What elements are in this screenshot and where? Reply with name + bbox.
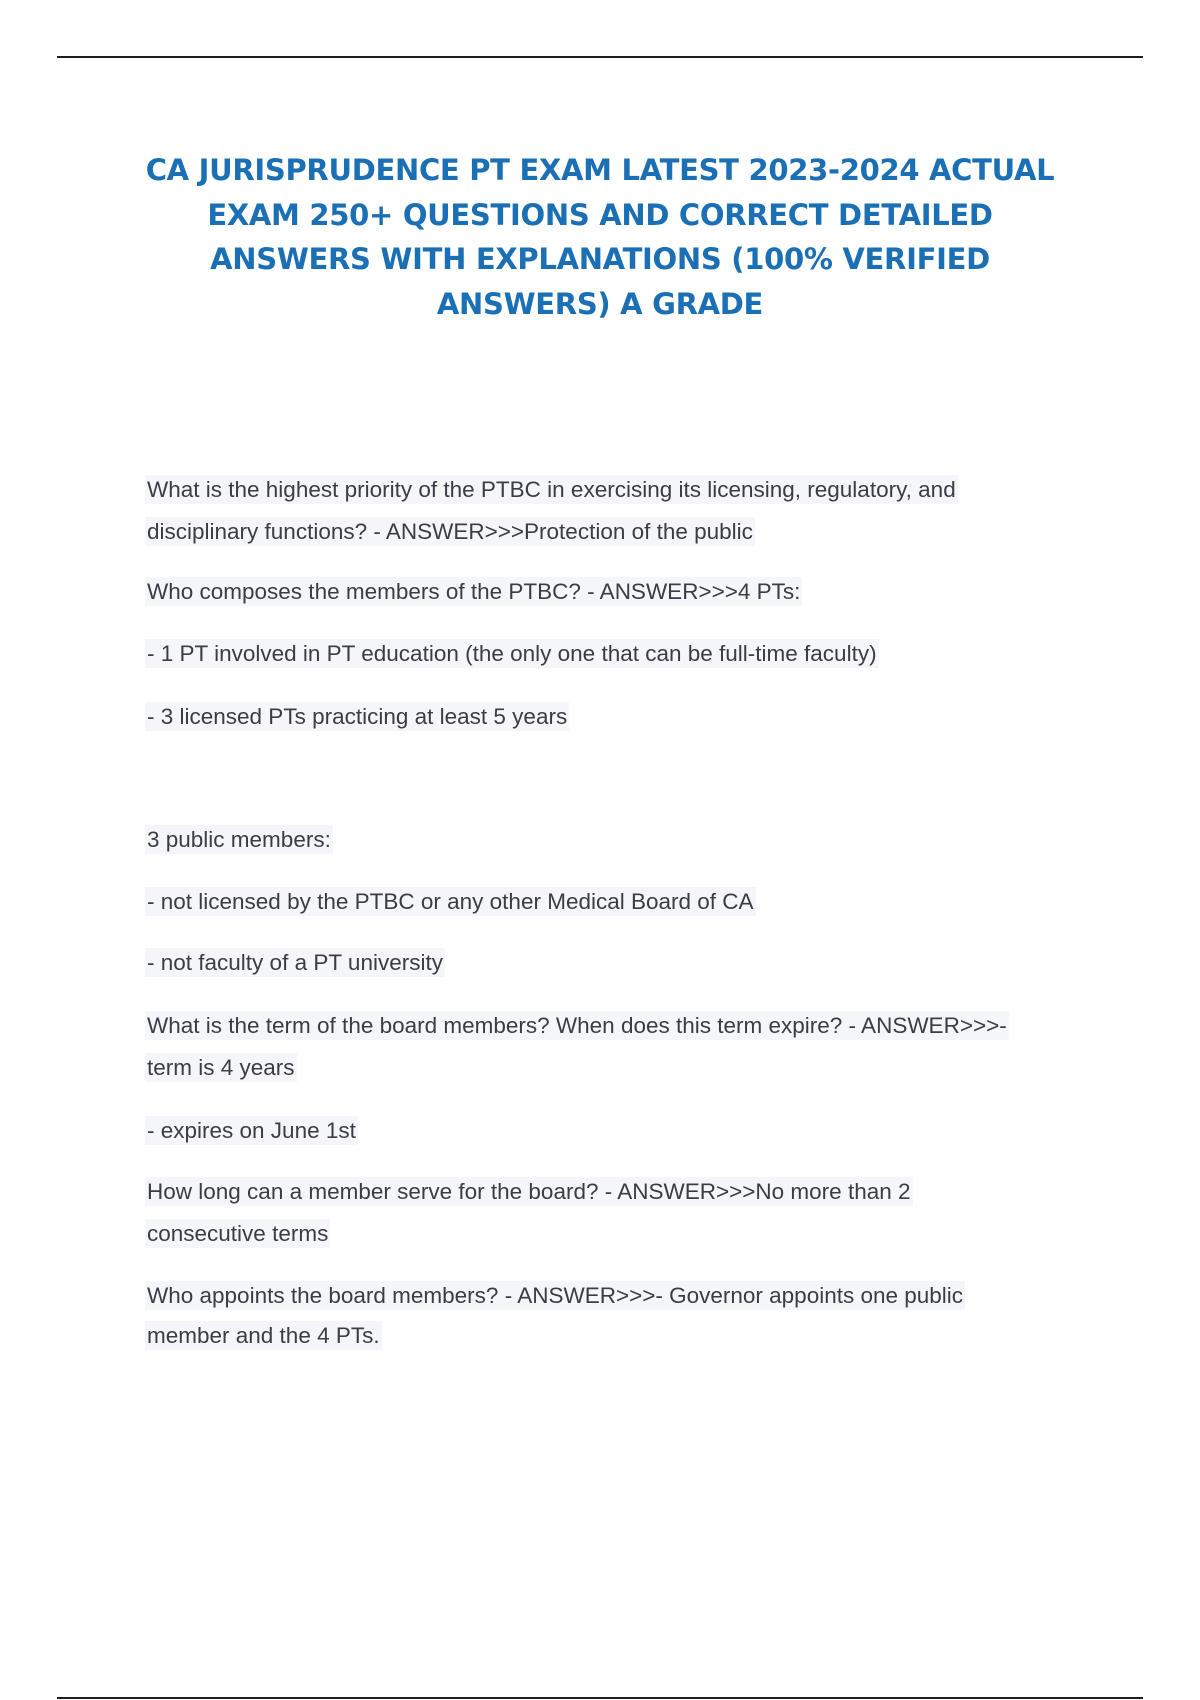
qa-line: member and the 4 PTs. (147, 1323, 380, 1348)
title-line-1: CA JURISPRUDENCE PT EXAM LATEST 2023-2024 ACTUAL (145, 153, 1055, 187)
title-line-4: ANSWERS) A GRADE (436, 286, 764, 321)
qa-line: - 3 licensed PTs practicing at least 5 years (147, 704, 568, 729)
qa-line: disciplinary functions? - ANSWER>>>Protection of the public (147, 519, 753, 544)
document-title (120, 148, 1080, 326)
qa-line: Who appoints the board members? - ANSWER>>>- Governor appoints one public (147, 1283, 964, 1308)
top-rule (57, 56, 1143, 58)
qa-line: 3 public members: (147, 827, 331, 852)
qa-line: - expires on June 1st (147, 1118, 356, 1143)
qa-line: term is 4 years (147, 1055, 295, 1080)
qa-line: - not licensed by the PTBC or any other Medical Board of CA (147, 889, 754, 914)
qa-line: consecutive terms (147, 1221, 329, 1246)
qa-line: How long can a member serve for the board? - ANSWER>>>No more than 2 (147, 1179, 911, 1204)
qa-line: What is the term of the board members? When does this term expire? - ANSWER>>>- (147, 1013, 1007, 1038)
qa-line: Who composes the members of the PTBC? - ANSWER>>>4 PTs: (147, 579, 801, 604)
bottom-rule (57, 1697, 1143, 1699)
title-line-2: EXAM 250+ QUESTIONS AND CORRECT DETAILED (207, 197, 993, 232)
title-line-3: ANSWERS WITH EXPLANATIONS (100% VERIFIED (210, 242, 990, 276)
qa-line: - 1 PT involved in PT education (the only one that can be full-time faculty) (147, 641, 877, 666)
qa-line: What is the highest priority of the PTBC in exercising its licensing, regulatory, and (147, 477, 956, 502)
qa-line: - not faculty of a PT university (147, 950, 443, 975)
